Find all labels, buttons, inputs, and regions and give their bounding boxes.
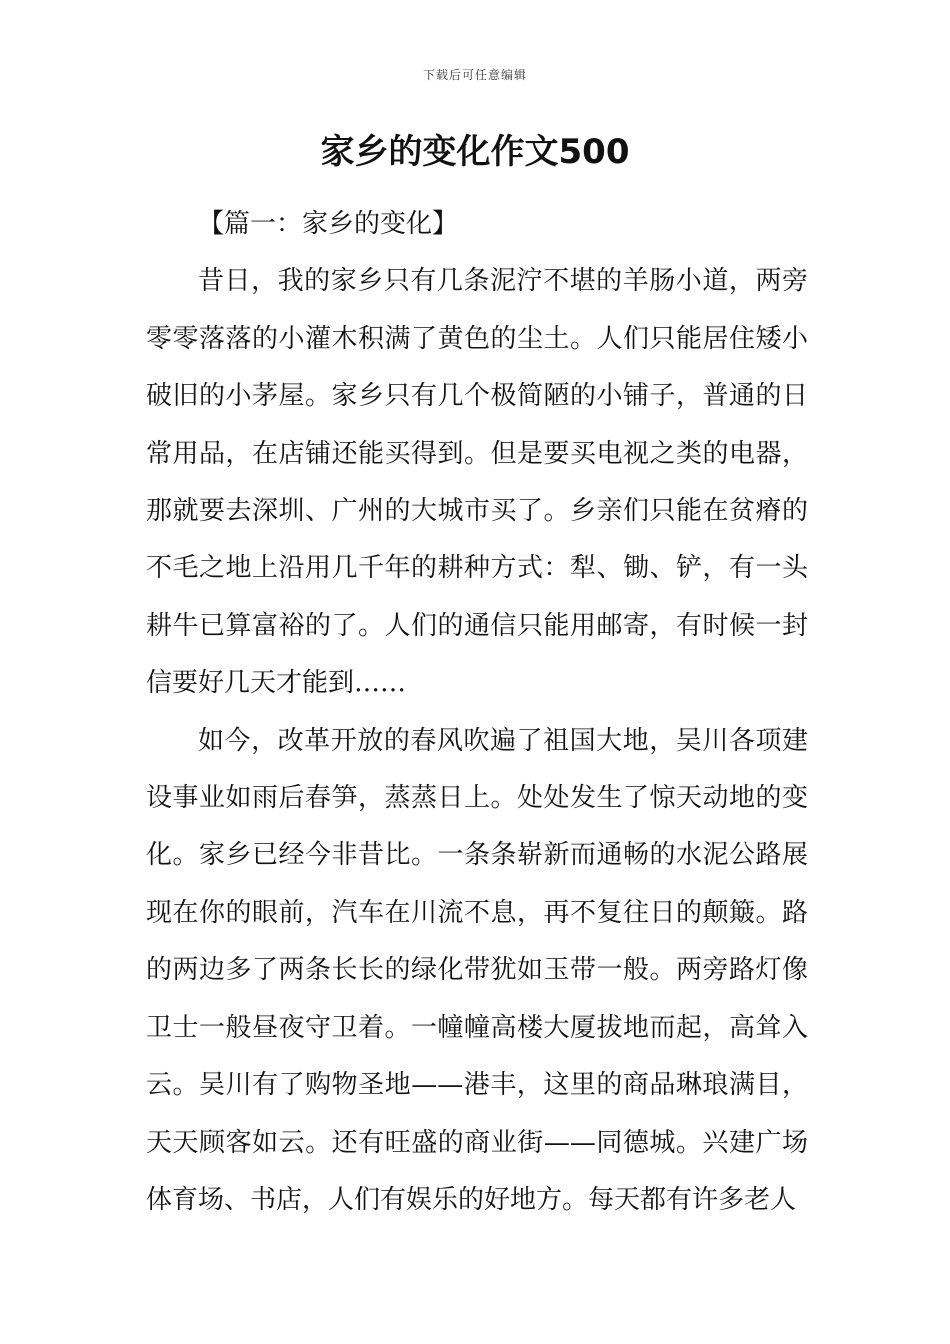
section-heading: 【篇一：家乡的变化】: [198, 209, 459, 239]
paragraph-past: 昔日，我的家乡只有几条泥泞不堪的羊肠小道，两旁零零落落的小灌木积满了黄色的尘土。人们只能居住矮小破旧的小茅屋。家乡只有几个极简陋的小铺子，普通的日常用品，在店铺还能买得到。但是要买电视之类的电器，那就要去深圳、广州的大城市买了。乡亲们只能在贫瘠的不毛之地上沿用几千年的耕种方式：犁、锄、铲，有一头耕牛已算富裕的了。人们的通信只能用邮寄，有时候一封信要好几天才能到……: [146, 266, 808, 699]
paragraph-present: 如今，改革开放的春风吹遍了祖国大地，吴川各项建设事业如雨后春笋，蒸蒸日上。处处发生了惊天动地的变化。家乡已经今非昔比。一条条崭新而通畅的水泥公路展现在你的眼前，汽车在川流不息，再不复往日的颠簸。路的两边多了两条长长的绿化带犹如玉带一般。两旁路灯像卫士一般昼夜守卫着。一幢幢高楼大厦拔地而起，高耸入云。吴川有了购物圣地——港丰，这里的商品琳琅满目，天天顾客如云。还有旺盛的商业街——同德城。兴建广场体育场、书店，人们有娱乐的好地方。每天都有许多老人: [146, 725, 808, 1215]
header-note: 下载后可任意编辑: [422, 68, 527, 82]
document-body: [146, 196, 808, 1229]
document-title: 家乡的变化作文500: [320, 132, 630, 172]
